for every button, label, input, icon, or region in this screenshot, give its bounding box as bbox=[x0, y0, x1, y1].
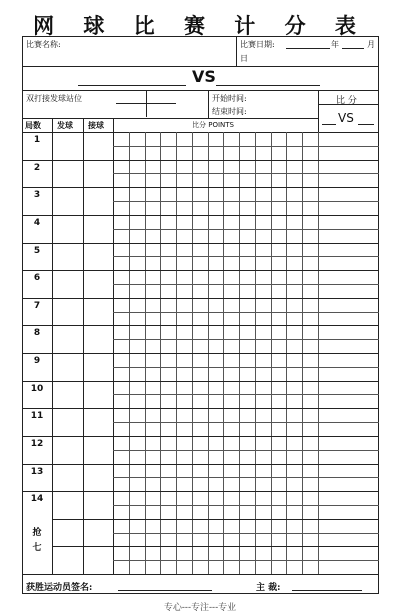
points-grid-subline bbox=[113, 339, 379, 340]
score-vs: VS bbox=[338, 111, 354, 125]
column-receive: 接球 bbox=[88, 121, 104, 130]
winner-signature-blank bbox=[118, 590, 212, 591]
points-grid-subline bbox=[113, 450, 379, 451]
month-label: 月 bbox=[367, 40, 375, 49]
game-row-divider bbox=[22, 270, 379, 271]
game-row-divider bbox=[22, 491, 379, 492]
points-grid-subline bbox=[113, 477, 379, 478]
points-grid-subline bbox=[113, 505, 379, 506]
referee-blank bbox=[292, 590, 362, 591]
game-number: 6 bbox=[33, 273, 41, 284]
points-grid-subline bbox=[113, 284, 379, 285]
game-row-divider bbox=[52, 519, 379, 520]
year-label: 年 bbox=[331, 40, 339, 49]
game-number: 13 bbox=[30, 466, 44, 477]
game-row-divider bbox=[22, 298, 379, 299]
vs-label: VS bbox=[192, 67, 216, 86]
game-number: 7 bbox=[33, 300, 41, 311]
year-blank bbox=[286, 48, 330, 49]
referee-label: 主 裁: bbox=[256, 583, 281, 593]
points-grid-subline bbox=[113, 256, 379, 257]
game-row-divider bbox=[22, 464, 379, 465]
game-row-divider bbox=[22, 187, 379, 188]
game-number: 14 bbox=[30, 494, 44, 505]
game-number: 9 bbox=[33, 356, 41, 366]
game-row-divider bbox=[22, 243, 379, 244]
points-grid-subline bbox=[113, 367, 379, 368]
game-number: 12 bbox=[30, 438, 44, 449]
score-label: 比 分 bbox=[336, 96, 357, 106]
game-row-divider bbox=[22, 353, 379, 354]
points-grid-subline bbox=[113, 533, 379, 534]
points-grid-subline bbox=[113, 201, 379, 202]
match-name-label: 比赛名称: bbox=[26, 40, 61, 49]
column-points: 比分 POINTS bbox=[192, 121, 234, 129]
start-time-label: 开始时间: bbox=[212, 94, 247, 103]
game-row-divider bbox=[52, 546, 379, 547]
game-number: 10 bbox=[30, 383, 44, 394]
player-b-blank bbox=[216, 85, 320, 86]
player-a-blank bbox=[78, 85, 186, 86]
points-grid-subline bbox=[113, 422, 379, 423]
day-label: 日 bbox=[240, 54, 248, 63]
serve-position-divider bbox=[146, 91, 147, 117]
game-row-divider bbox=[22, 215, 379, 216]
game-row-divider bbox=[22, 160, 379, 161]
winner-signature-label: 获胜运动员签名: bbox=[26, 583, 93, 593]
game-row-divider bbox=[22, 325, 379, 326]
points-grid-subline bbox=[113, 394, 379, 395]
serve-position-label: 双打接发球站位 bbox=[26, 94, 82, 103]
game-number: 1 bbox=[33, 135, 41, 145]
footer-motto: 专心---专注---专业 bbox=[163, 603, 237, 613]
game-number: 4 bbox=[33, 217, 41, 228]
tiebreak-label-2: 七 bbox=[32, 543, 42, 553]
tiebreak-label-1: 抢 bbox=[32, 528, 42, 538]
game-number: 2 bbox=[33, 162, 41, 173]
column-game: 局数 bbox=[25, 121, 41, 130]
points-grid-subline bbox=[113, 229, 379, 230]
game-number: 11 bbox=[30, 411, 44, 422]
column-serve: 发球 bbox=[57, 121, 73, 130]
points-grid-subline bbox=[113, 312, 379, 313]
game-number: 3 bbox=[33, 190, 41, 201]
game-row-divider bbox=[22, 381, 379, 382]
game-number: 5 bbox=[33, 245, 41, 256]
points-grid-subline bbox=[113, 173, 379, 174]
month-blank bbox=[342, 48, 364, 49]
game-number: 8 bbox=[33, 328, 41, 339]
game-row-divider bbox=[22, 436, 379, 437]
end-time-label: 结束时间: bbox=[212, 107, 247, 116]
page-title: 网 球 比 赛 计 分 表 bbox=[33, 13, 367, 38]
points-grid-subline bbox=[113, 560, 379, 561]
match-date-label: 比赛日期: bbox=[240, 40, 275, 49]
points-grid-subline bbox=[113, 146, 379, 147]
game-row-divider bbox=[22, 408, 379, 409]
